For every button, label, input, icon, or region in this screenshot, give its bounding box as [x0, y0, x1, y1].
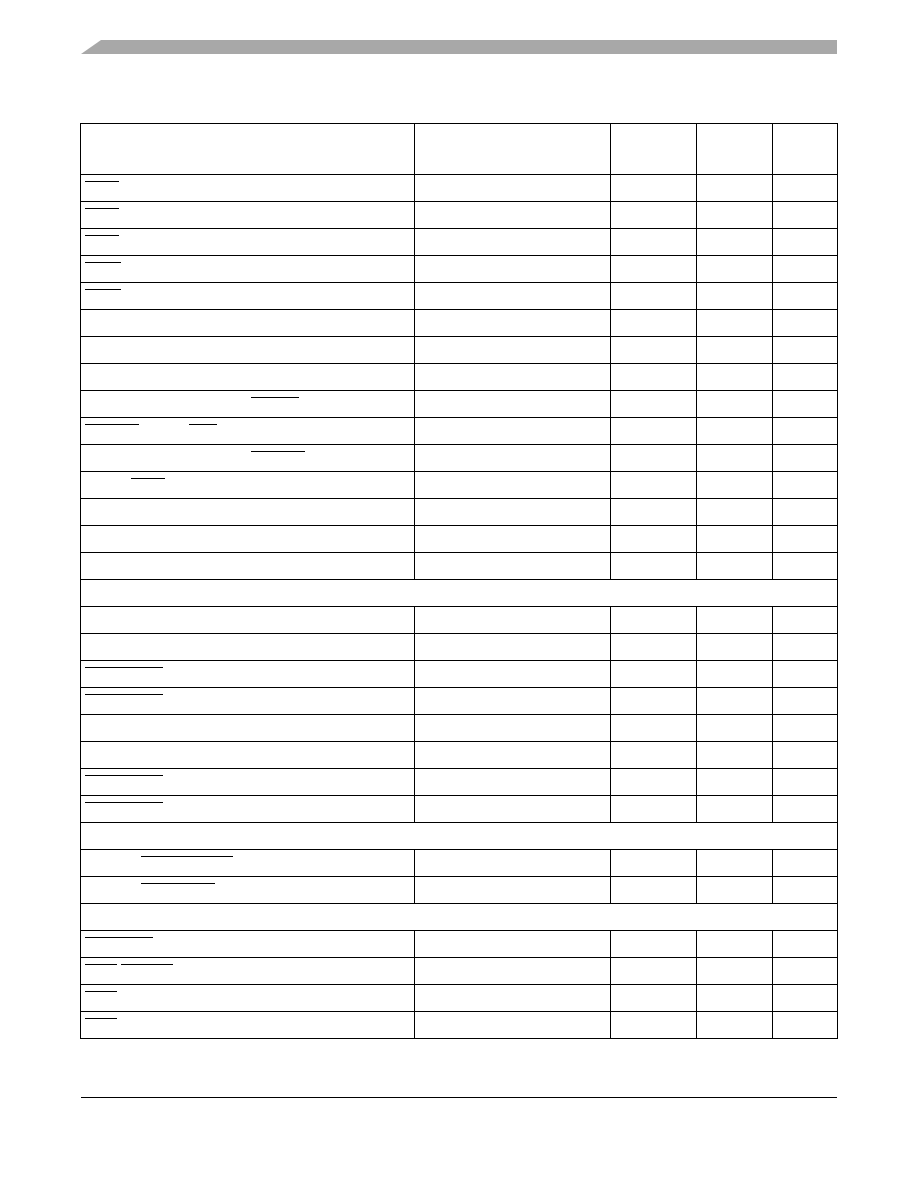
table-row — [81, 688, 838, 715]
table-cell — [611, 256, 697, 283]
signal-name-overline — [81, 877, 414, 903]
table-cell — [611, 958, 697, 985]
table-cell — [773, 256, 838, 283]
table-row — [81, 472, 838, 499]
table-row — [81, 526, 838, 553]
table-cell — [81, 391, 415, 418]
table-row — [81, 256, 838, 283]
table-row — [81, 310, 838, 337]
table-cell — [773, 202, 838, 229]
signal-name-overline — [81, 445, 414, 471]
table-cell — [415, 661, 611, 688]
signal-name-overline — [81, 418, 414, 444]
table-row — [81, 931, 838, 958]
table-cell — [81, 634, 415, 661]
table-section-row — [81, 823, 838, 850]
table-cell — [697, 283, 773, 310]
table-cell — [81, 742, 415, 769]
table-cell — [81, 310, 415, 337]
table-cell — [611, 445, 697, 472]
table-cell — [697, 796, 773, 823]
table-cell — [697, 958, 773, 985]
table-cell — [415, 175, 611, 202]
table-cell — [611, 202, 697, 229]
table-cell — [773, 688, 838, 715]
table-cell — [415, 877, 611, 904]
table-cell — [611, 661, 697, 688]
signal-name-overline — [81, 202, 414, 228]
table-row — [81, 391, 838, 418]
signal-name-overline — [81, 985, 414, 1011]
table-row — [81, 202, 838, 229]
table-cell — [611, 472, 697, 499]
table-cell — [81, 607, 415, 634]
table-cell — [81, 985, 415, 1012]
table-cell — [415, 391, 611, 418]
table-cell — [697, 661, 773, 688]
table-section-row — [81, 580, 838, 607]
table-cell — [697, 337, 773, 364]
table-cell — [415, 850, 611, 877]
footer-rule — [81, 1097, 837, 1098]
table-cell — [81, 1012, 415, 1039]
table-row — [81, 796, 838, 823]
signal-name-overline — [81, 229, 414, 255]
table-row — [81, 661, 838, 688]
table-cell — [773, 742, 838, 769]
table-cell — [611, 769, 697, 796]
table-row — [81, 715, 838, 742]
table-cell — [773, 715, 838, 742]
table-cell — [773, 877, 838, 904]
table-cell — [415, 472, 611, 499]
table-cell — [81, 229, 415, 256]
section-label — [81, 823, 838, 850]
signal-name-overline — [81, 850, 414, 876]
table-cell — [697, 310, 773, 337]
table-cell — [697, 688, 773, 715]
table-row — [81, 364, 838, 391]
table-cell — [415, 445, 611, 472]
table-cell — [697, 985, 773, 1012]
table-cell — [81, 175, 415, 202]
table-row — [81, 742, 838, 769]
table-cell — [611, 742, 697, 769]
table-cell — [773, 1012, 838, 1039]
table-row — [81, 1012, 838, 1039]
table-cell — [415, 607, 611, 634]
table-cell — [415, 931, 611, 958]
table-cell — [697, 445, 773, 472]
table-row — [81, 499, 838, 526]
table-cell — [697, 850, 773, 877]
table-cell — [697, 526, 773, 553]
table-cell — [81, 715, 415, 742]
table-cell — [773, 553, 838, 580]
table-row — [81, 553, 838, 580]
table-row — [81, 445, 838, 472]
table-cell — [697, 634, 773, 661]
table-cell — [415, 715, 611, 742]
table-cell — [81, 877, 415, 904]
table-cell — [415, 202, 611, 229]
table-row — [81, 337, 838, 364]
table-cell — [773, 445, 838, 472]
table-cell — [81, 364, 415, 391]
table-cell — [773, 418, 838, 445]
table-row — [81, 850, 838, 877]
table-cell — [697, 418, 773, 445]
table-cell — [611, 688, 697, 715]
table-cell — [81, 499, 415, 526]
table-cell — [697, 229, 773, 256]
table-cell — [415, 958, 611, 985]
table-cell — [415, 283, 611, 310]
table-row — [81, 958, 838, 985]
table-cell — [611, 499, 697, 526]
signal-name-overline — [81, 256, 414, 282]
table-cell — [81, 850, 415, 877]
table-cell — [415, 418, 611, 445]
section-label — [81, 580, 838, 607]
table-cell — [415, 634, 611, 661]
signal-name-overline — [81, 931, 414, 957]
table-row — [81, 418, 838, 445]
table-cell — [81, 445, 415, 472]
column-header — [611, 124, 697, 175]
table-cell — [773, 364, 838, 391]
signal-name-overline — [81, 391, 414, 417]
table-cell — [611, 526, 697, 553]
table-cell — [697, 931, 773, 958]
table-row — [81, 634, 838, 661]
table-cell — [611, 715, 697, 742]
table-cell — [773, 769, 838, 796]
table-cell — [81, 418, 415, 445]
table-cell — [697, 391, 773, 418]
table-cell — [415, 796, 611, 823]
table-cell — [611, 418, 697, 445]
table-cell — [415, 499, 611, 526]
table-cell — [611, 310, 697, 337]
column-header — [697, 124, 773, 175]
table-cell — [81, 769, 415, 796]
signal-name-overline — [81, 769, 414, 795]
table-cell — [773, 499, 838, 526]
table-cell — [773, 985, 838, 1012]
table-cell — [415, 553, 611, 580]
table-cell — [697, 877, 773, 904]
table-cell — [415, 229, 611, 256]
table-cell — [773, 796, 838, 823]
table-cell — [697, 715, 773, 742]
table-cell — [81, 526, 415, 553]
column-header — [415, 124, 611, 175]
table-cell — [81, 688, 415, 715]
table-cell — [81, 931, 415, 958]
table-cell — [415, 337, 611, 364]
table-cell — [773, 337, 838, 364]
table-cell — [773, 175, 838, 202]
table-cell — [773, 526, 838, 553]
table-cell — [697, 202, 773, 229]
table-cell — [611, 175, 697, 202]
table-cell — [81, 553, 415, 580]
table-cell — [81, 202, 415, 229]
table-cell — [773, 607, 838, 634]
signal-name-overline — [81, 1012, 414, 1038]
table-cell — [773, 634, 838, 661]
signal-name-overline — [81, 472, 414, 498]
table-cell — [697, 256, 773, 283]
table-cell — [415, 256, 611, 283]
table-cell — [773, 472, 838, 499]
table-cell — [773, 283, 838, 310]
table-cell — [81, 283, 415, 310]
table-cell — [611, 850, 697, 877]
timing-table — [80, 123, 838, 1039]
table-cell — [697, 1012, 773, 1039]
table-row — [81, 607, 838, 634]
table-cell — [611, 337, 697, 364]
table-cell — [611, 1012, 697, 1039]
table-cell — [415, 364, 611, 391]
table-row — [81, 175, 838, 202]
table-cell — [697, 175, 773, 202]
table-header-row — [81, 124, 838, 175]
table-cell — [611, 796, 697, 823]
signal-name-overline — [81, 958, 414, 984]
signal-name-overline — [81, 688, 414, 714]
table-cell — [611, 391, 697, 418]
table-cell — [773, 958, 838, 985]
table-cell — [697, 472, 773, 499]
signal-name-overline — [81, 283, 414, 309]
table-cell — [611, 877, 697, 904]
table-section-row — [81, 904, 838, 931]
column-header — [773, 124, 838, 175]
table-cell — [611, 553, 697, 580]
table-row — [81, 985, 838, 1012]
table-cell — [611, 985, 697, 1012]
table-cell — [81, 796, 415, 823]
signal-name-overline — [81, 796, 414, 822]
table-cell — [611, 634, 697, 661]
table-cell — [697, 553, 773, 580]
table-cell — [611, 607, 697, 634]
table-row — [81, 877, 838, 904]
table-cell — [697, 607, 773, 634]
table-cell — [415, 1012, 611, 1039]
table-cell — [773, 931, 838, 958]
table-cell — [415, 526, 611, 553]
table-row — [81, 229, 838, 256]
table-cell — [81, 661, 415, 688]
table-cell — [81, 256, 415, 283]
table-cell — [81, 472, 415, 499]
table-cell — [611, 364, 697, 391]
table-cell — [81, 337, 415, 364]
table-cell — [773, 850, 838, 877]
signal-name-overline — [81, 175, 414, 201]
table-cell — [697, 769, 773, 796]
table-cell — [415, 769, 611, 796]
signal-name-overline — [81, 661, 414, 687]
table-cell — [415, 688, 611, 715]
table-cell — [81, 958, 415, 985]
table-cell — [611, 931, 697, 958]
table-cell — [697, 364, 773, 391]
section-label — [81, 904, 838, 931]
table-row — [81, 283, 838, 310]
table-cell — [773, 391, 838, 418]
table-cell — [773, 310, 838, 337]
table-cell — [611, 283, 697, 310]
table-cell — [611, 229, 697, 256]
header-bar — [81, 40, 837, 54]
table-cell — [773, 229, 838, 256]
table-cell — [773, 661, 838, 688]
table-cell — [415, 310, 611, 337]
table-row — [81, 769, 838, 796]
column-header — [81, 124, 415, 175]
table-cell — [415, 985, 611, 1012]
table-cell — [415, 742, 611, 769]
table-cell — [697, 742, 773, 769]
header-bar-shape — [81, 40, 837, 54]
table-cell — [697, 499, 773, 526]
